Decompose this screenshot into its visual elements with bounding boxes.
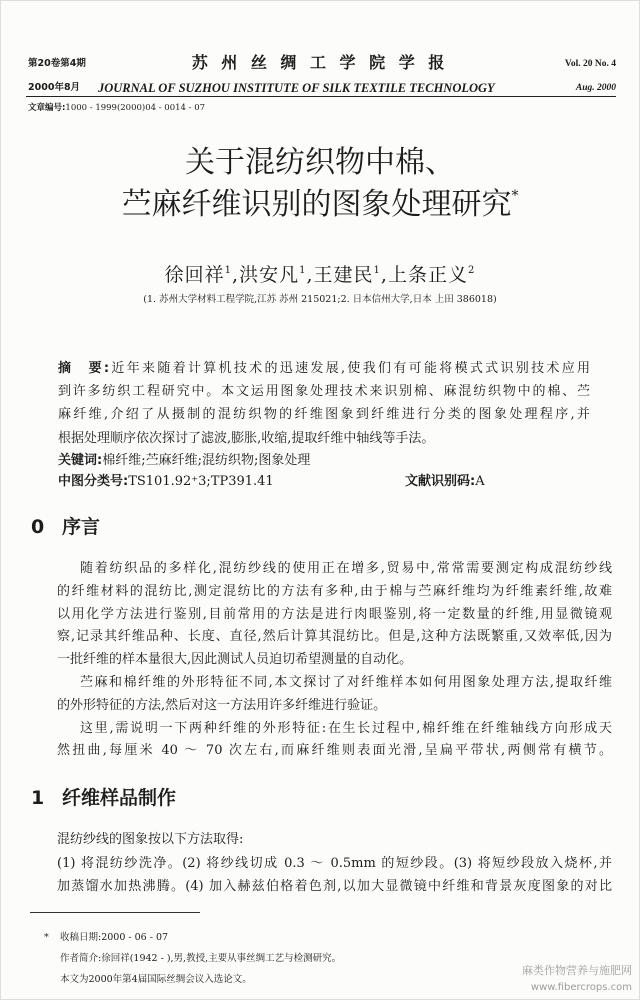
body-line: 随着纺织品的多样化,混纺纱线的使用正在增多,贸易中,常常需要测定构成混纺纱线 (80, 561, 612, 576)
journal-name-en: JOURNAL OF SUZHOU INSTITUTE OF SILK TEXTILE TECHNOLOGY (98, 81, 495, 95)
footnote-divider (30, 912, 200, 913)
title-footnote-mark: * (511, 188, 519, 204)
author-affiliations: (1. 苏州大学材料工程学院,江苏 苏州 215021;2. 日本信州大学,日本 上田 386018) (143, 294, 497, 305)
footnote-mark: * (44, 932, 49, 943)
classification-row (58, 471, 598, 492)
watermark-site-name: 麻类作物营养与施肥网 (522, 964, 632, 977)
body-line: 这里,需说明一下两种纤维的外形特征:在生长过程中,棉纤维在纤维轴线方向形成天 (80, 720, 612, 736)
conference-note: 本文为2000年第4届国际丝绸会议入选论文。 (60, 974, 252, 985)
author-bio-line (44, 948, 604, 969)
keywords-value: 棉纤维;苎麻纤维;混纺织物;图象处理 (102, 453, 311, 468)
keywords-label: 关键词: (58, 453, 103, 468)
keywords-row (58, 450, 598, 471)
received-label: 收稿日期: (60, 932, 102, 943)
paper-title (0, 142, 640, 226)
journal-header (0, 0, 640, 118)
article-number (28, 102, 205, 114)
site-watermark (522, 962, 632, 996)
section-number: 0 (31, 516, 45, 538)
section-heading (31, 513, 100, 541)
body-line: 察,记录其纤维品种、长度、直径,然后计算其混纺比。但是,这种方法既繁重,又效率低,因为 (57, 629, 612, 645)
author-separator: , (380, 264, 388, 286)
author-affiliation-mark: 2 (467, 265, 476, 276)
document-code-value: A (475, 474, 485, 489)
received-date-line (44, 927, 604, 948)
section-heading (31, 784, 176, 812)
publication-date-en: Aug. 2000 (575, 83, 616, 93)
abstract-line: 到许多纺织工程研究中。本文运用图象处理技术来识别棉、麻混纺织物中的棉、苎 (58, 384, 590, 400)
abstract-text: 近年来随着计算机技术的迅速发展,使我们有可能将模式式识别技术应用 (109, 361, 590, 376)
author-affiliation-mark: 1 (373, 265, 381, 276)
section-title: 序言 (62, 516, 101, 538)
abstract-line (58, 357, 590, 380)
classification-label: 中图分类号: (58, 474, 129, 489)
body-line: 苎麻和棉纤维的外形特征不同,本文探讨了对纤维样本如何用图象处理方法,提取纤维 (80, 674, 612, 690)
body-line: 的外形特征的方法,然后对这一方法用许多纤维进行验证。 (57, 697, 387, 713)
article-metadata (58, 450, 598, 492)
article-number-value: 1000 - 1999(2000)04 - 0014 - 07 (65, 103, 206, 113)
section-body (57, 828, 612, 899)
author-affiliation-mark: 1 (224, 265, 233, 276)
body-line: 加蒸馏水加热沸腾。(4) 加入赫兹伯格着色剂,以加大显微镜中纤维和背景灰度图象的对比 (57, 879, 612, 894)
document-code-label: 文献识别码: (405, 474, 476, 489)
author-affiliation-mark: 1 (299, 265, 307, 276)
section-number: 1 (31, 787, 45, 809)
abstract-label: 摘 要: (58, 361, 110, 376)
title-line-2 (0, 184, 640, 226)
body-line: (1) 将混纺纱洗净。(2) 将纱线切成 0.3 ～ 0.5mm 的短纱段。(3) 将短纱段放入烧杯,并 (57, 855, 612, 871)
publication-date: 2000年8月 (28, 82, 81, 93)
section-body (57, 558, 612, 763)
journal-name-cn: 苏 州 丝 绸 工 学 院 学 报 (191, 53, 449, 72)
author-name: 洪安凡 (239, 264, 300, 286)
body-line: 一批纤维的样本量很大,因此测试人员迫切希望测量的自动化。 (57, 652, 413, 668)
author-name: 上条正义 (387, 264, 468, 286)
body-line: 混纺纱线的图象按以下方法取得: (57, 832, 244, 847)
document-code (405, 471, 485, 492)
footnotes (44, 927, 604, 990)
abstract (58, 357, 590, 450)
title-line-1: 关于混纺织物中棉、 (185, 145, 455, 180)
watermark-url: www.fibercrops.com (530, 982, 632, 993)
article-number-label: 文章编号: (28, 103, 66, 113)
body-line: 然扭曲,每厘米 40 ～ 70 次左右,而麻纤维则表面光滑,呈扁平带状,两侧常有横节。 (57, 743, 612, 759)
received-date: 2000 - 06 - 07 (101, 932, 169, 943)
author-separator: , (306, 264, 314, 286)
volume-issue-en: Vol. 20 No. 4 (564, 59, 616, 69)
section-title: 纤维样品制作 (62, 787, 177, 809)
author-name: 徐回祥 (164, 264, 225, 286)
abstract-line: 麻纤维,介绍了从摄制的混纺织物的纤维图象到纤维进行分类的图象处理程序,并 (58, 407, 590, 423)
body-line: 以用化学方法进行鉴别,目前常用的方法是进行肉眼鉴别,将一定数量的纤维,用显微镜观 (57, 606, 612, 622)
abstract-line: 根据处理顺序依次探讨了滤波,膨胀,收缩,提取纤维中轴线等手法。 (58, 430, 435, 446)
header-divider (26, 96, 616, 97)
author-bio: 徐回祥(1942 - ),男,教授,主要从事丝绸工艺与检测研究。 (101, 953, 342, 964)
classification-value: TS101.92⁺3;TP391.41 (128, 474, 274, 489)
author-separator: , (232, 264, 240, 286)
author-name: 王建民 (313, 264, 374, 286)
title-line-2-text: 苎麻纤维识别的图象处理研究 (121, 187, 512, 222)
body-line: 的纤维材料的混纺比,测定混纺比的方法有多种,由于棉与苎麻纤维均为纤维素纤维,故难 (57, 583, 612, 599)
author-list (0, 262, 640, 288)
volume-issue: 第20卷第4期 (28, 58, 86, 69)
author-bio-label: 作者简介: (60, 953, 102, 964)
